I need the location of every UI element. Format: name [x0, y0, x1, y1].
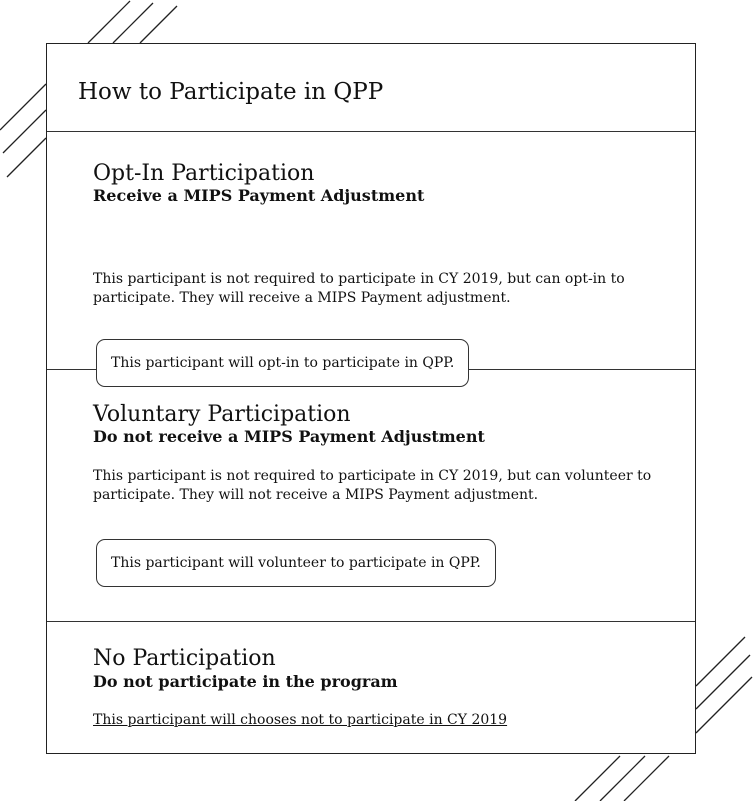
opt-in-description: This participant is not required to participate in CY 2019, but can opt-in to participate. They will receive a MIPS Payment adjustment. — [93, 271, 625, 306]
voluntary-subtitle: Do not receive a MIPS Payment Adjustment — [93, 427, 485, 446]
panel-header — [47, 44, 695, 132]
opt-in-subtitle: Receive a MIPS Payment Adjustment — [93, 186, 425, 205]
no-participation-section — [47, 622, 695, 753]
opt-in-section — [47, 132, 695, 370]
opt-in-title: Opt-In Participation — [93, 161, 315, 186]
voluntary-title: Voluntary Participation — [93, 402, 351, 427]
participation-panel — [46, 43, 696, 754]
voluntary-description: This participant is not required to participate in CY 2019, but can volunteer to participate. They will not receive a MIPS Payment adjustment. — [93, 468, 652, 503]
no-participation-title: No Participation — [93, 646, 276, 671]
volunteer-button[interactable]: This participant will volunteer to participate in QPP. — [96, 539, 496, 587]
voluntary-section — [47, 370, 695, 622]
opt-in-button[interactable]: This participant will opt-in to participate in QPP. — [96, 339, 469, 387]
page-title: How to Participate in QPP — [78, 79, 384, 105]
no-participation-link[interactable]: This participant will chooses not to participate in CY 2019 — [93, 712, 508, 728]
no-participation-subtitle: Do not participate in the program — [93, 672, 398, 691]
